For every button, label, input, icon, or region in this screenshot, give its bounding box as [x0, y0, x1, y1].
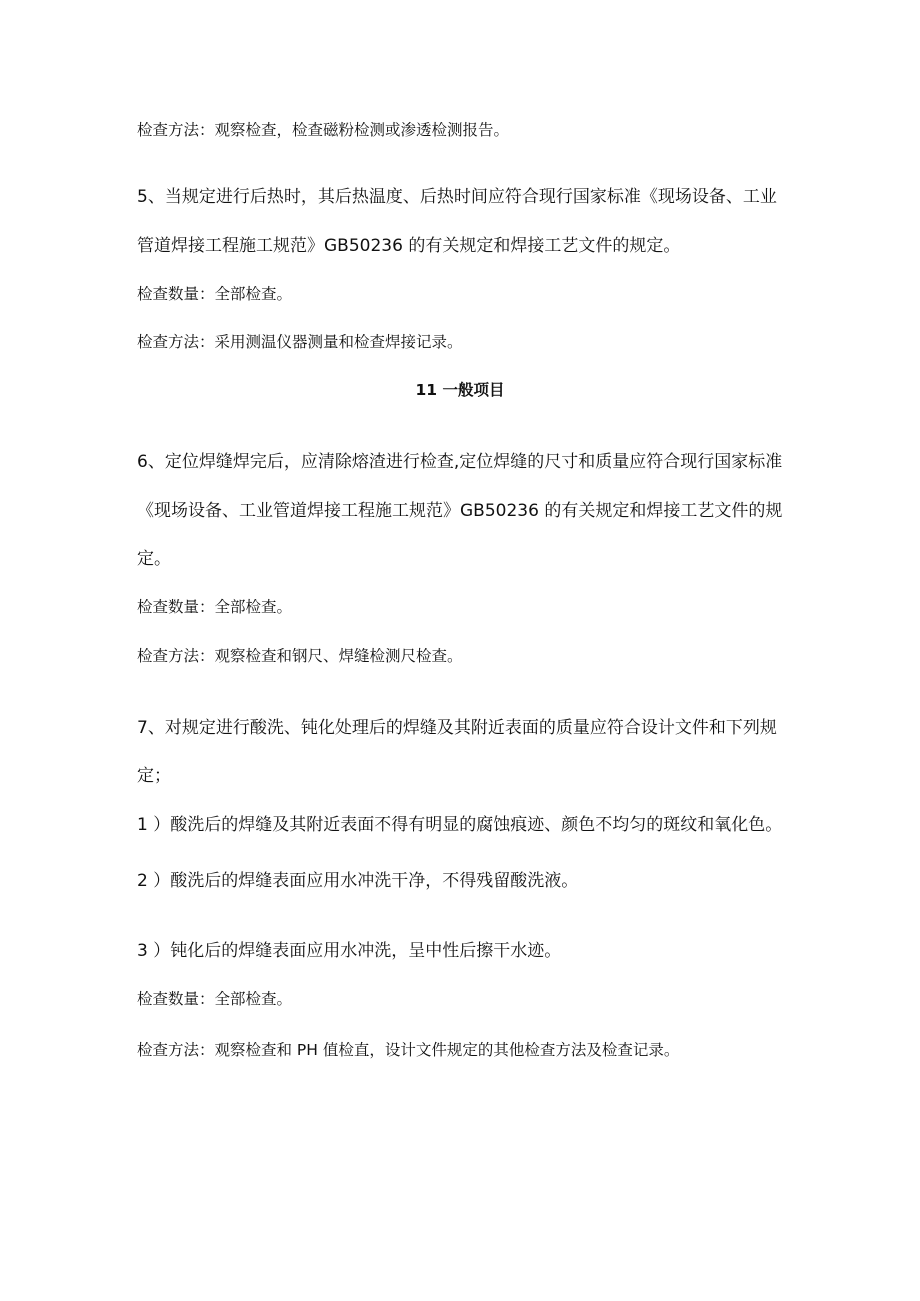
clause-5-line-1: 5、当规定进行后热时，其后热温度、后热时间应符合现行国家标准《现场设备、工业 [137, 187, 777, 207]
clause-6-line-3: 定。 [137, 549, 171, 569]
clause-6-line-1: 6、定位焊缝焊完后，应清除熔渣进行检查,定位焊缝的尺寸和质量应符合现行国家标准 [137, 452, 783, 472]
clause-7-line-1: 7、对规定进行酸洗、钝化处理后的焊缝及其附近表面的质量应符合设计文件和下列规 [137, 718, 777, 738]
list-item-1: 1 ）酸洗后的焊缝及其附近表面不得有明显的腐蚀痕迹、颜色不均匀的斑纹和氧化色。 [137, 815, 783, 835]
inspection-method-line: 检查方法：观察检查，检查磁粉检测或渗透检测报告。 [137, 121, 510, 139]
clause-5-line-2: 管道焊接工程施工规范》GB50236 的有关规定和焊接工艺文件的规定。 [137, 236, 681, 256]
inspection-quantity-line: 检查数量：全部检查。 [137, 598, 293, 616]
list-item-2: 2 ）酸洗后的焊缝表面应用水冲洗干净，不得残留酸洗液。 [137, 871, 579, 891]
inspection-method-line: 检查方法：观察检查和钢尺、焊缝检测尺检查。 [137, 647, 463, 665]
inspection-method-line: 检查方法：观察检查和 PH 值检直，设计文件规定的其他检查方法及检查记录。 [137, 1041, 680, 1059]
section-heading: 11 一般项目 [415, 381, 505, 399]
inspection-method-line: 检查方法：采用测温仪器测量和检查焊接记录。 [137, 333, 463, 351]
clause-6-line-2: 《现场设备、工业管道焊接工程施工规范》GB50236 的有关规定和焊接工艺文件的规 [137, 501, 783, 521]
inspection-quantity-line: 检查数量：全部检查。 [137, 990, 293, 1008]
clause-7-line-2: 定； [137, 766, 171, 786]
list-item-3: 3 ）钝化后的焊缝表面应用水冲洗，呈中性后擦干水迹。 [137, 941, 562, 961]
inspection-quantity-line: 检查数量：全部检查。 [137, 285, 293, 303]
